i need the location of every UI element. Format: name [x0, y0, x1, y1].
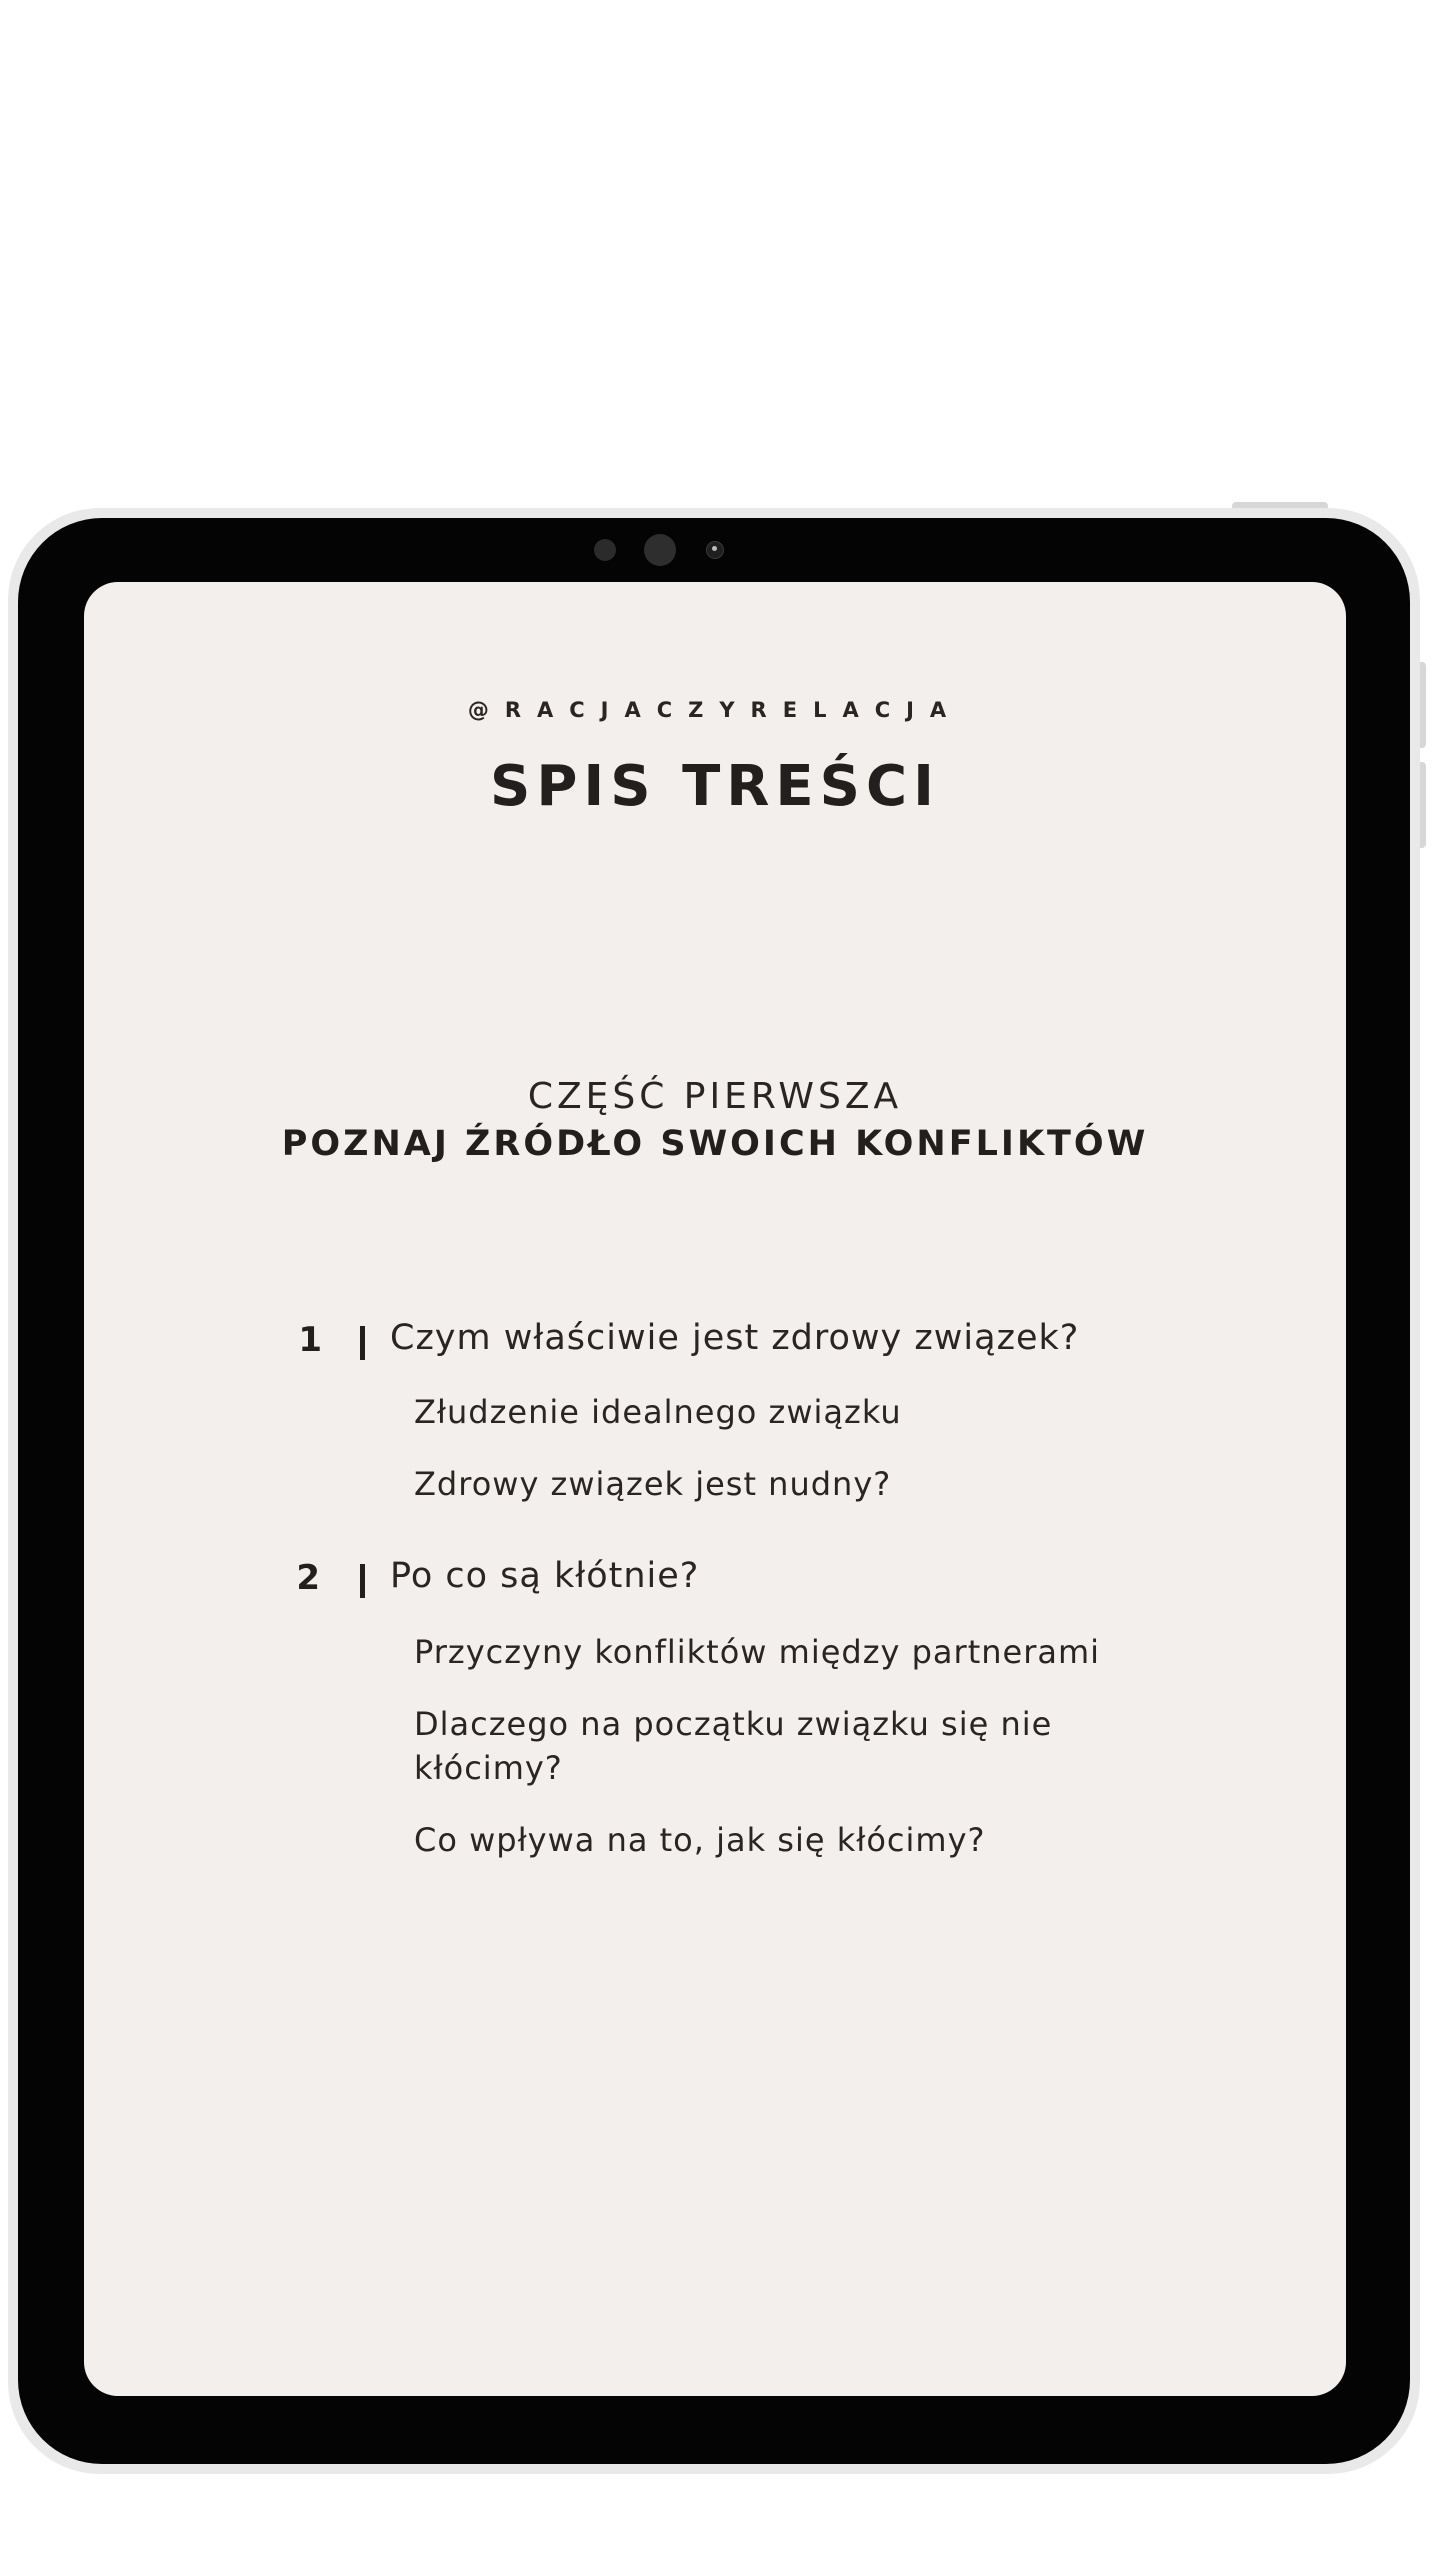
toc-chapter-2[interactable] — [84, 1556, 1346, 1604]
chapter-number: 2 — [296, 1558, 320, 1598]
chapter-title: Po co są kłótnie? — [390, 1556, 700, 1596]
toc-subsection[interactable]: Przyczyny konfliktów między partnerami — [414, 1633, 1101, 1671]
chapter-divider — [360, 1326, 365, 1360]
chapter-title: Czym właściwie jest zdrowy związek? — [390, 1318, 1080, 1358]
lens-icon — [706, 541, 724, 559]
sensor-icon — [594, 539, 616, 561]
part-title: POZNAJ ŹRÓDŁO SWOICH KONFLIKTÓW — [281, 1124, 1149, 1164]
tablet-volume-up-button — [1420, 662, 1426, 748]
toc-subsection[interactable]: Dlaczego na początku związku się nie kłócimy? — [414, 1705, 1053, 1787]
toc-chapter-1[interactable] — [84, 1318, 1346, 1366]
camera-icon — [644, 534, 676, 566]
author-handle: @RACJACZYRELACJA — [467, 698, 963, 722]
chapter-number: 1 — [298, 1320, 322, 1360]
toc-subsection[interactable]: Zdrowy związek jest nudny? — [414, 1465, 892, 1503]
page-title: SPIS TREŚCI — [490, 754, 940, 819]
part-label: CZĘŚĆ PIERWSZA — [527, 1076, 903, 1117]
toc-subsection[interactable]: Co wpływa na to, jak się kłócimy? — [414, 1821, 986, 1859]
tablet-volume-down-button — [1420, 762, 1426, 848]
toc-subsection[interactable]: Złudzenie idealnego związku — [414, 1393, 902, 1431]
chapter-divider — [360, 1564, 365, 1598]
tablet-screen — [84, 582, 1346, 2396]
